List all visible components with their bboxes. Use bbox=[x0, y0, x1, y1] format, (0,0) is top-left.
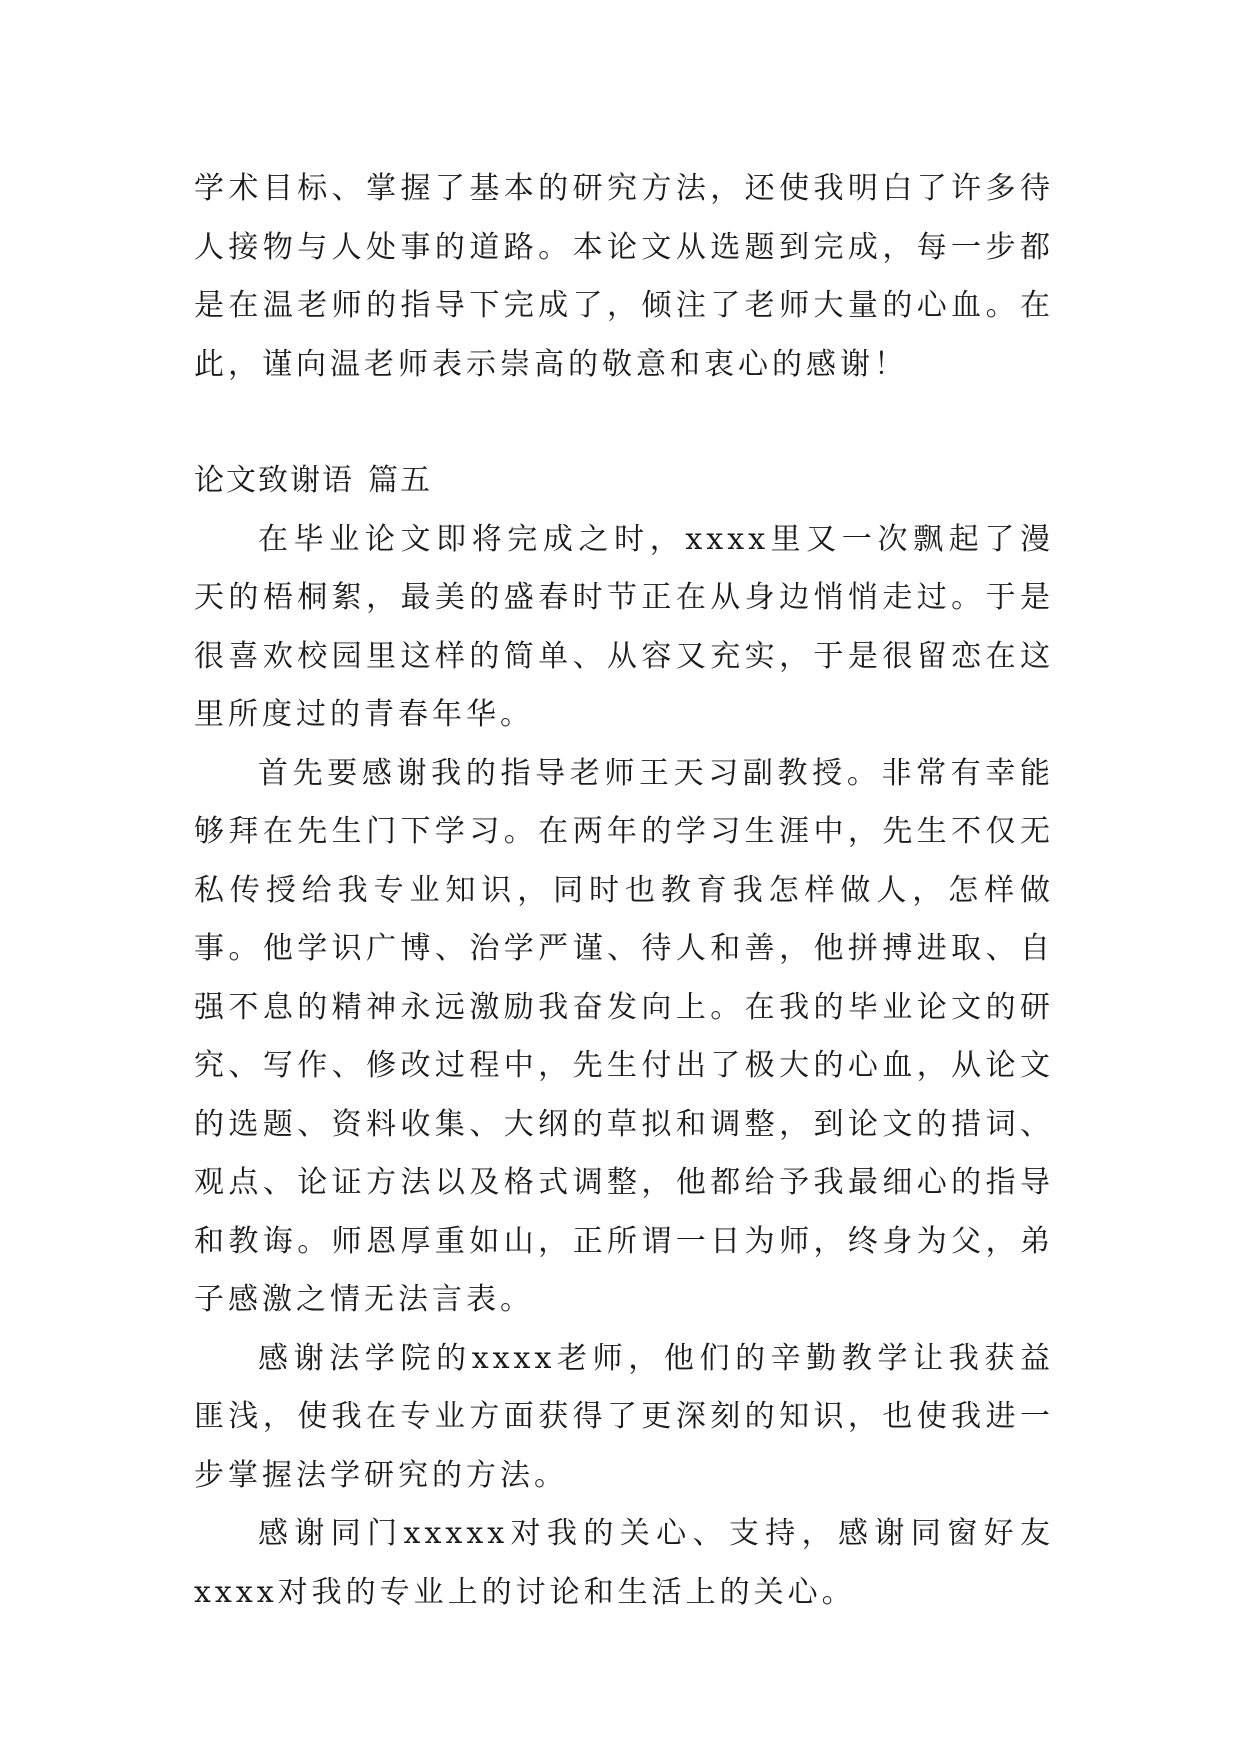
intro-paragraph: 学术目标、掌握了基本的研究方法，还使我明白了许多待人接物与人处事的道路。本论文从选题到完成，每一步都是在温老师的指导下完成了，倾注了老师大量的心血。在此，谨向温老师表示崇高的敬意和衷心的感谢！ bbox=[194, 171, 1054, 382]
section-heading bbox=[194, 452, 1054, 511]
body-paragraph-1: 在毕业论文即将完成之时，xxxx里又一次飘起了漫天的梧桐絮，最美的盛春时节正在从身边悄悄走过。于是很喜欢校园里这样的简单、从容又充实，于是很留恋在这里所度过的青春年华。 bbox=[194, 521, 1054, 732]
body-paragraph-3: 感谢法学院的xxxx老师，他们的辛勤教学让我获益匪浅，使我在专业方面获得了更深刻的知识，也使我进一步掌握法学研究的方法。 bbox=[194, 1340, 1054, 1493]
section-title: 论文致谢语 bbox=[194, 463, 354, 498]
body-paragraph-4: 感谢同门xxxxx对我的关心、支持，感谢同窗好友xxxx对我的专业上的讨论和生活上的关心。 bbox=[194, 1516, 1054, 1610]
document-page bbox=[194, 160, 1054, 1622]
body-paragraph-2: 首先要感谢我的指导老师王天习副教授。非常有幸能够拜在先生门下学习。在两年的学习生涯中，先生不仅无私传授给我专业知识，同时也教育我怎样做人，怎样做事。他学识广博、治学严谨、待人和善，他拼搏进取、自强不息的精神永远激励我奋发向上。在我的毕业论文的研究、写作、修改过程中，先生付出了极大的心血，从论文的选题、资料收集、大纲的草拟和调整，到论文的措词、观点、论证方法以及格式调整，他都给予我最细心的指导和教诲。师恩厚重如山，正所谓一日为师，终身为父，弟子感激之情无法言表。 bbox=[194, 755, 1054, 1317]
section-subtitle: 篇五 bbox=[368, 463, 432, 498]
